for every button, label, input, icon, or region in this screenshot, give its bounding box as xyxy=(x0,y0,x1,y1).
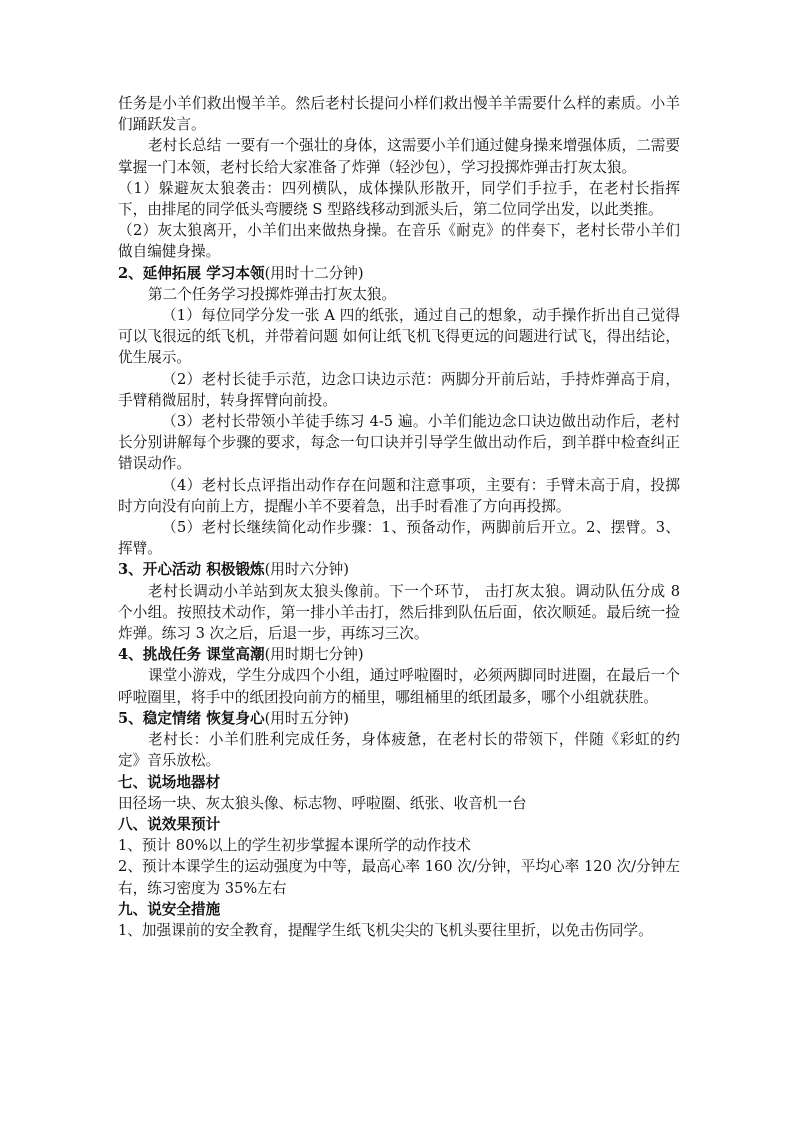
paragraph-demonstration: （2）老村长徒手示范，边念口诀边示范：两脚分开前后站，手持炸弹高于肩，手臂稍微屈肘，转身挥臂向前投。 xyxy=(118,370,680,409)
paragraph-step-1: （1）躲避灰太狼袭击：四列横队，成体操队形散开，同学们手拉手，在老村长指挥下，由排尾的同学低头弯腰绕 S 型路线移动到派头后，第二位同学出发，以此类推。 xyxy=(118,179,680,219)
paragraph-paper-plane: （1）每位同学分发一张 A 四的纸张，通过自己的想象，动手操作折出自己觉得可以飞很远的纸飞机，并带着问题 如何让纸飞机飞得更远的问题进行试飞，得出结论，优生展示。 xyxy=(118,307,680,367)
paragraph-simplify: （5）老村长继续简化动作步骤：1、预备动作，两脚前后开立。2、摆臂。3、挥臂。 xyxy=(118,519,680,558)
paragraph-effect-2: 2、预计本课学生的运动强度为中等，最高心率 160 次/分钟，平均心率 120 次/分钟左右，练习密度为 35%左右 xyxy=(118,858,680,897)
section-heading-5 xyxy=(118,708,680,729)
paragraph-equipment: 田径场一块、灰太狼头像、标志物、呼啦圈、纸张、收音机一台 xyxy=(118,794,527,812)
paragraph-activity: 老村长调动小羊站到灰太狼头像前。下一个环节， 击打灰太狼。调动队伍分成 8 个小组。按照技术动作，第一排小羊击打，然后排到队伍后面，依次顺延。最后统一捡炸弹。练习 3 次之后，后退一步，再练习三次。 xyxy=(118,582,680,643)
heading-duration: (用时六分钟) xyxy=(264,561,349,579)
heading-title: 3、开心活动 积极锻炼 xyxy=(118,561,265,579)
heading-title: 2、延伸拓展 学习本领 xyxy=(118,264,265,282)
paragraph-practice: （3）老村长带领小羊徒手练习 4-5 遍。小羊们能边念口诀边做出动作后，老村长分别讲解每个步骤的要求，每念一句口诀并引导学生做出动作后，到羊群中检查纠正错误动作。 xyxy=(118,413,680,473)
heading-duration: (用时十二分钟) xyxy=(264,264,364,282)
section-heading-7: 七、说场地器材 xyxy=(118,773,221,791)
heading-duration: (用时五分钟) xyxy=(264,709,349,727)
paragraph-safety-1: 1、加强课前的安全教育，提醒学生纸飞机尖尖的飞机头要往里折，以免击伤同学。 xyxy=(118,921,653,939)
paragraph-task-2: 第二个任务学习投掷炸弹击打灰太狼。 xyxy=(148,285,397,303)
section-heading-2 xyxy=(118,263,680,284)
paragraph-mission-intro: 任务是小羊们救出慢羊羊。然后老村长提问小样们救出慢羊羊需要什么样的素质。小羊们踊跃发言。 xyxy=(118,95,680,134)
heading-duration: (用时期七分钟) xyxy=(264,646,364,664)
section-heading-8: 八、说效果预计 xyxy=(118,815,221,833)
heading-title: 4、挑战任务 课堂高潮 xyxy=(118,646,265,664)
heading-title: 5、稳定情绪 恢复身心 xyxy=(118,709,265,727)
paragraph-step-2: （2）灰太狼离开，小羊们出来做热身操。在音乐《耐克》的伴奏下，老村长带小羊们做自编健身操。 xyxy=(118,222,680,261)
paragraph-review: （4）老村长点评指出动作存在问题和注意事项，主要有：手臂未高于肩，投掷时方向没有向前上方，提醒小羊不要着急，出手时看准了方向再投掷。 xyxy=(118,476,680,515)
section-heading-4 xyxy=(118,644,680,665)
paragraph-relax: 老村长：小羊们胜利完成任务，身体疲惫，在老村长的带领下，伴随《彩虹的约定》音乐放松。 xyxy=(118,731,680,770)
paragraph-summary: 老村长总结 一要有一个强壮的身体，这需要小羊们通过健身操来增强体质，二需要掌握一门本领，老村长给大家准备了炸弹（轻沙包），学习投掷炸弹击打灰太狼。 xyxy=(118,137,680,176)
section-heading-9: 九、说安全措施 xyxy=(118,900,221,918)
section-heading-3 xyxy=(118,559,680,580)
paragraph-effect-1: 1、预计 80%以上的学生初步掌握本课所学的动作技术 xyxy=(118,837,471,855)
document-page xyxy=(118,93,680,941)
paragraph-game: 课堂小游戏，学生分成四个小组，通过呼啦圈时，必须两脚同时进圈，在最后一个呼啦圈里，将手中的纸团投向前方的桶里，哪组桶里的纸团最多，哪个小组就获胜。 xyxy=(118,667,680,706)
